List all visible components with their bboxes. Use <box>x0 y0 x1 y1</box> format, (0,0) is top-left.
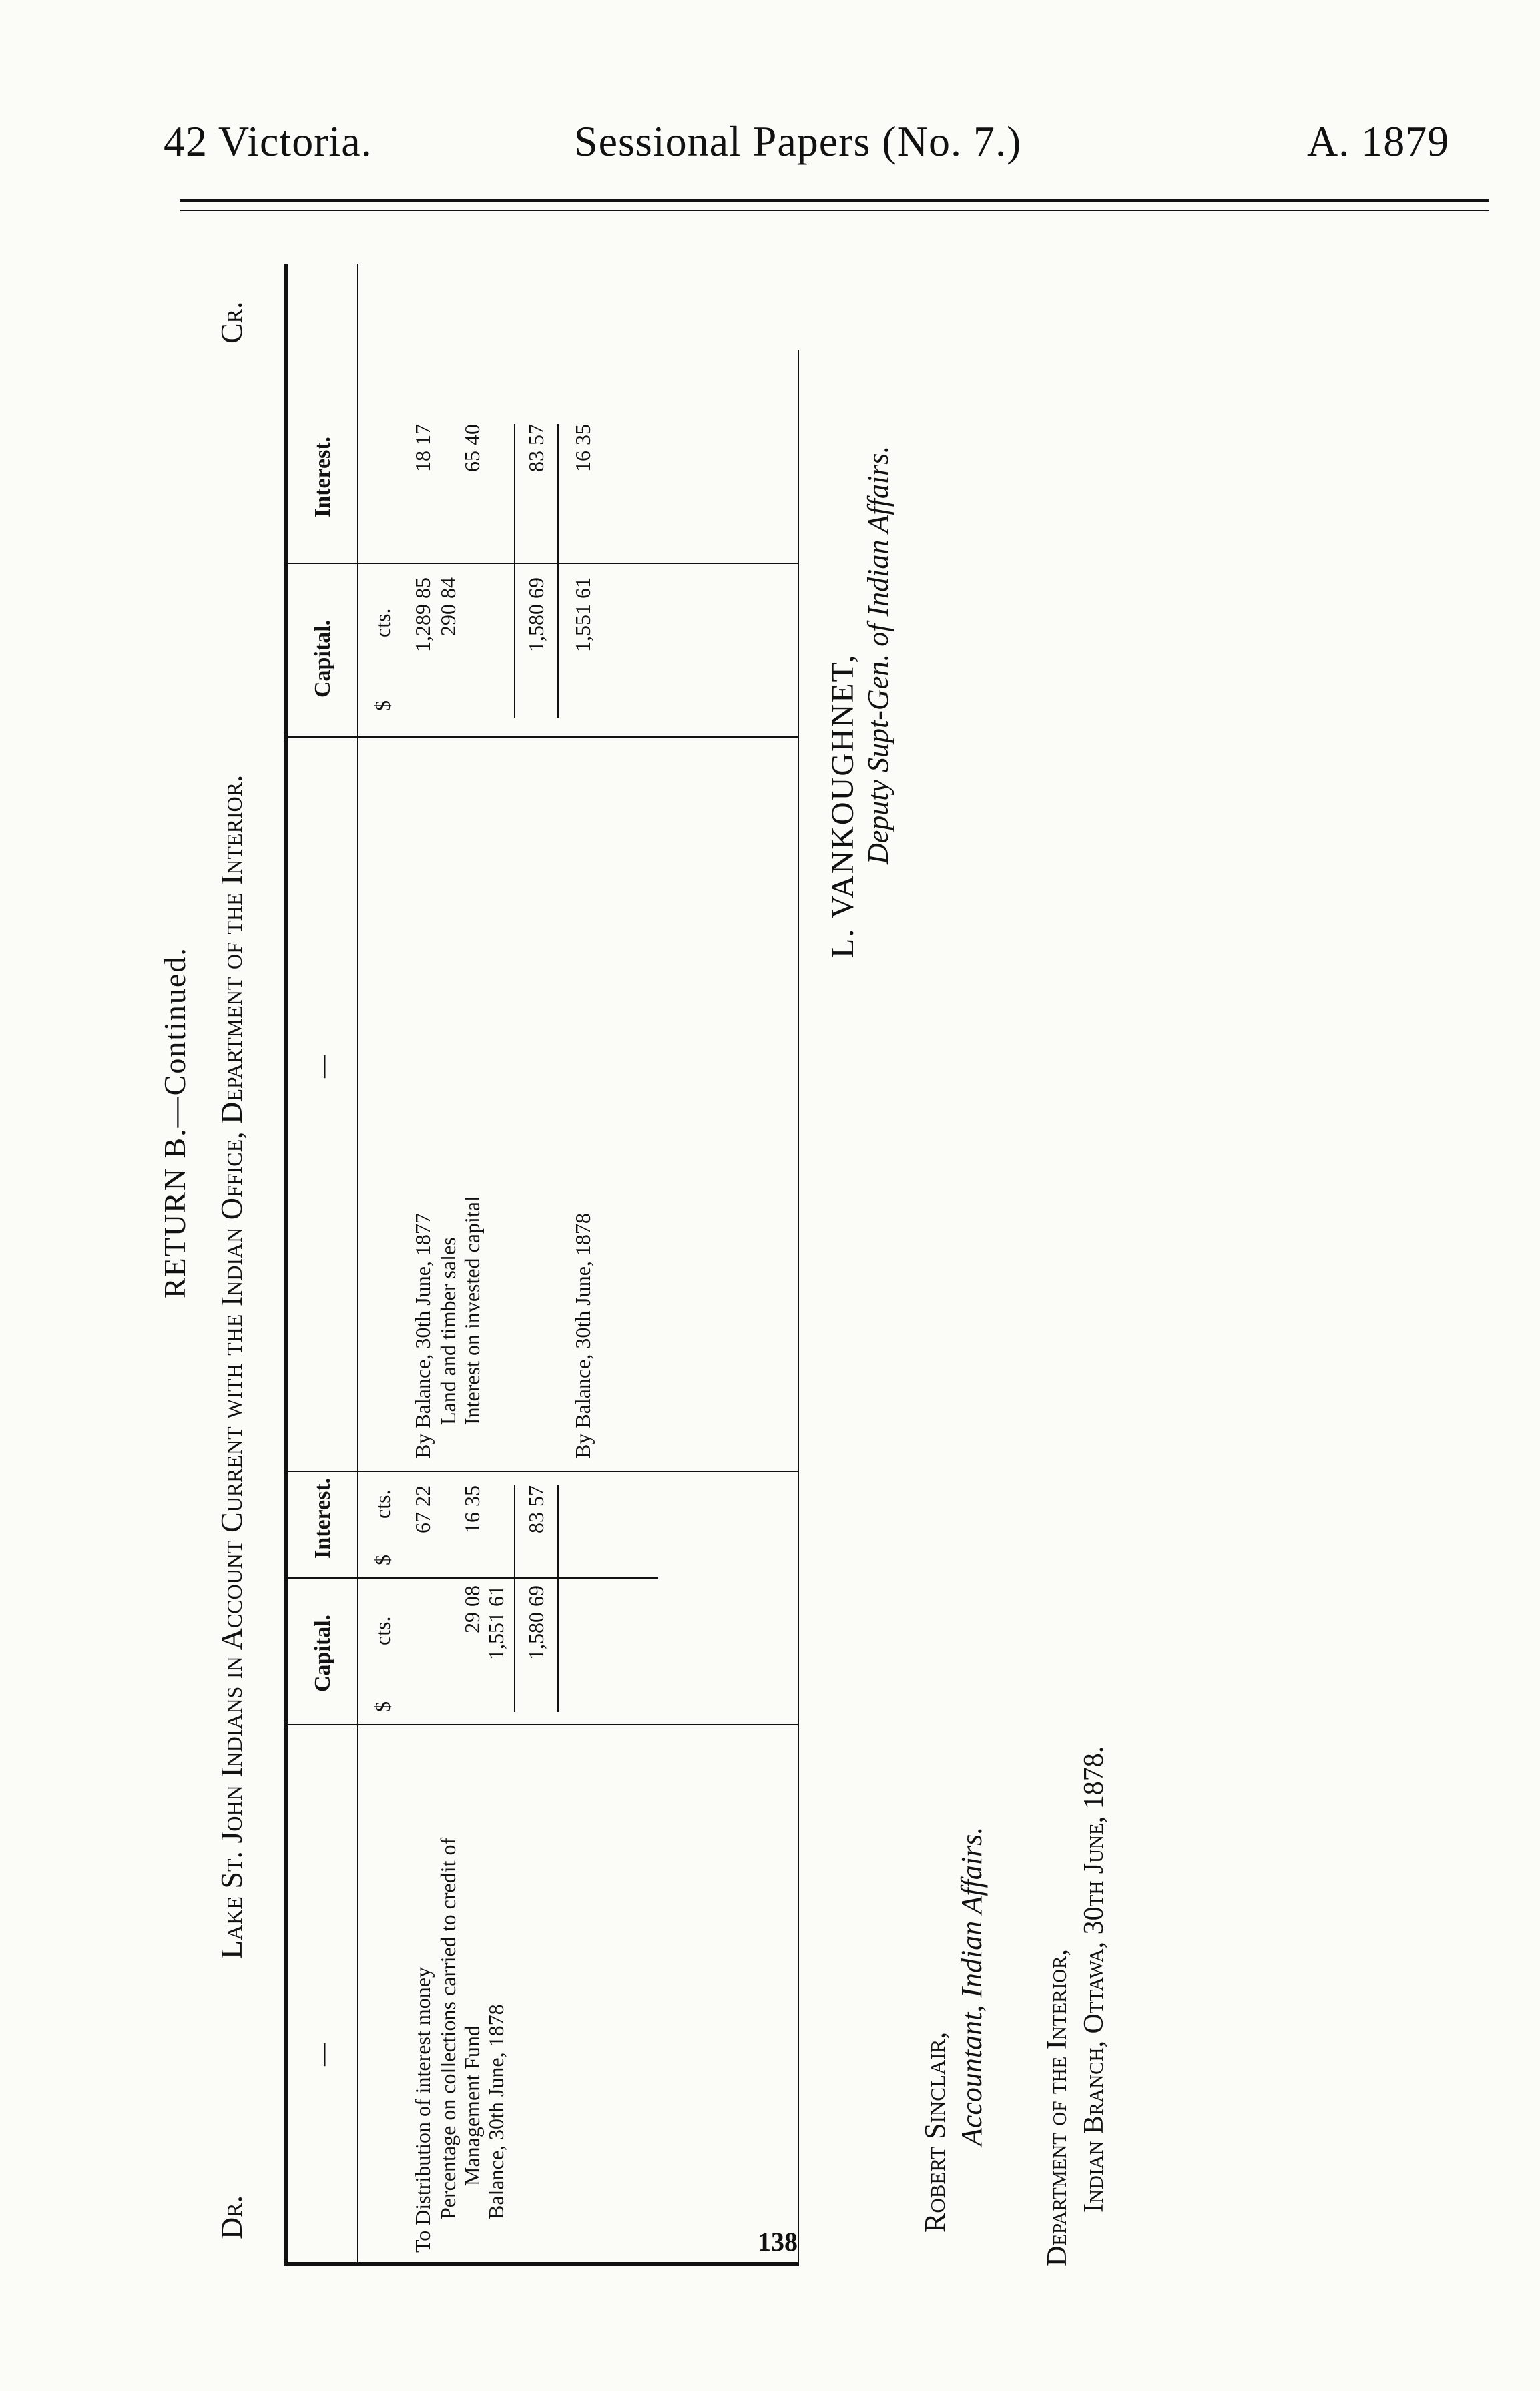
debit-interest-cts: cts. <box>370 1489 395 1519</box>
credit-total-rule-bottom <box>557 424 559 718</box>
debit-row-label: Percentage on collections carried to credit of <box>436 1837 460 2219</box>
department-block <box>1041 1065 1148 2266</box>
header-right: A. 1879 <box>1307 117 1450 165</box>
debit-total-rule <box>514 1485 515 1712</box>
rotated-page-content <box>157 264 988 2266</box>
department-line1: Department of the Interior, <box>1042 1948 1073 2266</box>
account-table <box>284 264 798 2266</box>
credit-interest-divider <box>284 563 798 564</box>
credit-row-label: By Balance, 30th June, 1877 <box>411 1213 435 1458</box>
table-top-rule <box>284 264 288 2266</box>
account-title: Lake St. John Indians in Account Current with the Indian Office, Department of the Interior. <box>214 774 248 1959</box>
credit-row-interest: 65 40 <box>460 424 484 472</box>
credit-row-interest: 18 17 <box>411 424 435 472</box>
signature-right-title: Deputy Supt-Gen. of Indian Affairs. <box>862 445 894 864</box>
credit-row-capital: 1,289 85 <box>411 577 435 652</box>
header-left: 42 Victoria. <box>164 117 372 165</box>
debit-row-interest: 16 35 <box>460 1485 484 1533</box>
debit-row-capital: 29 08 <box>460 1585 484 1633</box>
credit-capital-dollar: $ <box>370 700 395 711</box>
debit-capital-header: Capital. <box>310 1614 335 1692</box>
debit-credit-divider <box>284 1471 798 1472</box>
header-rule <box>180 199 1489 202</box>
debit-row-label: Balance, 30th June, 1878 <box>484 2004 508 2219</box>
credit-total-interest: 83 57 <box>524 424 548 472</box>
debit-interest-header: Interest. <box>310 1477 335 1559</box>
credit-balance-capital: 1,551 61 <box>571 577 595 652</box>
left-border <box>284 2262 798 2266</box>
debit-capital-dollar: $ <box>370 1701 395 1712</box>
table-bottom-rule <box>798 350 799 2266</box>
return-title: RETURN B.—Continued. <box>158 947 192 1298</box>
debit-total-interest: 83 57 <box>524 1485 548 1533</box>
dr-label: Dr. <box>214 2195 248 2239</box>
debit-row-label: Management Fund <box>460 2025 484 2186</box>
credit-row-capital: 290 84 <box>436 577 460 636</box>
credit-capital-divider <box>284 736 798 738</box>
credit-capital-header: Capital. <box>310 619 335 698</box>
debit-dash: — <box>310 2043 335 2066</box>
header-center: Sessional Papers (No. 7.) <box>574 117 1022 165</box>
credit-row-label: Interest on invested capital <box>460 1196 484 1425</box>
signature-left-title: Accountant, Indian Affairs. <box>955 1826 988 2146</box>
credit-total-rule <box>514 424 515 718</box>
credit-balance-interest: 16 35 <box>571 424 595 472</box>
signature-right-name: L. VANKOUGHNET, <box>825 653 860 958</box>
header-rule-thin <box>180 210 1489 211</box>
credit-balance-label: By Balance, 30th June, 1878 <box>571 1213 595 1458</box>
credit-capital-cts: cts. <box>370 608 395 637</box>
page-number: 138 <box>758 2227 798 2257</box>
signature-left-name: Robert Sinclair, <box>919 2031 951 2233</box>
debit-total-rule-bottom <box>557 1485 559 1712</box>
debit-row-interest: 67 22 <box>411 1485 435 1533</box>
cr-label: Cr. <box>214 301 248 344</box>
credit-row-label: Land and timber sales <box>436 1237 460 1425</box>
department-line2: Indian Branch, Ottawa, 30th June, 1878. <box>1079 1746 1109 2213</box>
credit-interest-header: Interest. <box>310 436 335 517</box>
credit-dash: — <box>310 1055 335 1078</box>
debit-row-capital: 1,551 61 <box>484 1585 508 1660</box>
debit-interest-dollar: $ <box>370 1555 395 1565</box>
debit-capital-cts: cts. <box>370 1616 395 1645</box>
debit-row-label: To Distribution of interest money <box>411 1967 435 2253</box>
credit-total-capital: 1,580 69 <box>524 577 548 652</box>
header-bottom-rule <box>357 264 358 2266</box>
debit-total-capital: 1,580 69 <box>524 1585 548 1660</box>
